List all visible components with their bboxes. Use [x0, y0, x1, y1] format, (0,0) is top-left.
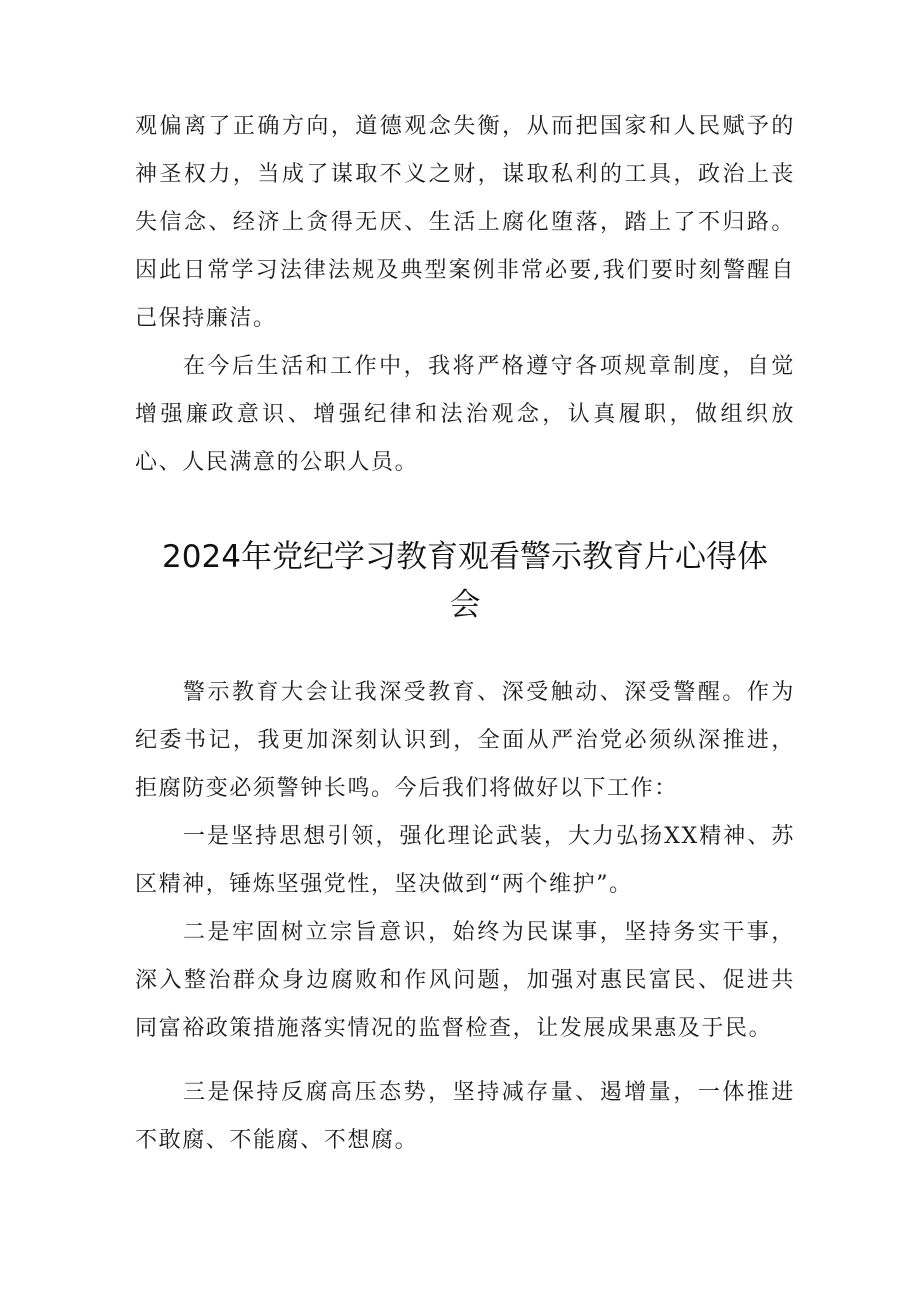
paragraph-intro: 警示教育大会让我深受教育、深受触动、深受警醒。作为纪委书记，我更加深刻认识到，全面从严治党必须纵深推进，拒腐防变必须警钟长鸣。今后我们将做好以下工作： [135, 680, 795, 801]
paragraph-point-two: 二是牢固树立宗旨意识，始终为民谋事，坚持务实干事，深入整治群众身边腐败和作风问题，加强对惠民富民、促进共同富裕政策措施落实情况的监督检查，让发展成果惠及于民。 [135, 920, 795, 1041]
paragraph-gap [135, 1053, 795, 1069]
paragraph-point-one: 一是坚持思想引领，强化理论武装，大力弘扬XX精神、苏区精神，锤炼坚强党性，坚决做到“两个维护”。 [135, 824, 795, 897]
article-title: 2024年党纪学习教育观看警示教育片心得体会 [162, 539, 768, 623]
paragraph-continuation: 观偏离了正确方向，道德观念失衡，从而把国家和人民赋予的神圣权力，当成了谋取不义之财，谋取私利的工具，政治上丧失信念、经济上贪得无厌、生活上腐化堕落，踏上了不归路。因此日常学习法律法规及典型案例非常必要,我们要时刻警醒自己保持廉洁。 [135, 114, 795, 331]
paragraph-point-three: 三是保持反腐高压态势，坚持减存量、遏增量，一体推进不敢腐、不能腐、不想腐。 [135, 1080, 795, 1153]
paragraph-future-work: 在今后生活和工作中，我将严格遵守各项规章制度，自觉增强廉政意识、增强纪律和法治观念，认真履职，做组织放心、人民满意的公职人员。 [135, 354, 795, 475]
document-body [135, 103, 795, 1165]
